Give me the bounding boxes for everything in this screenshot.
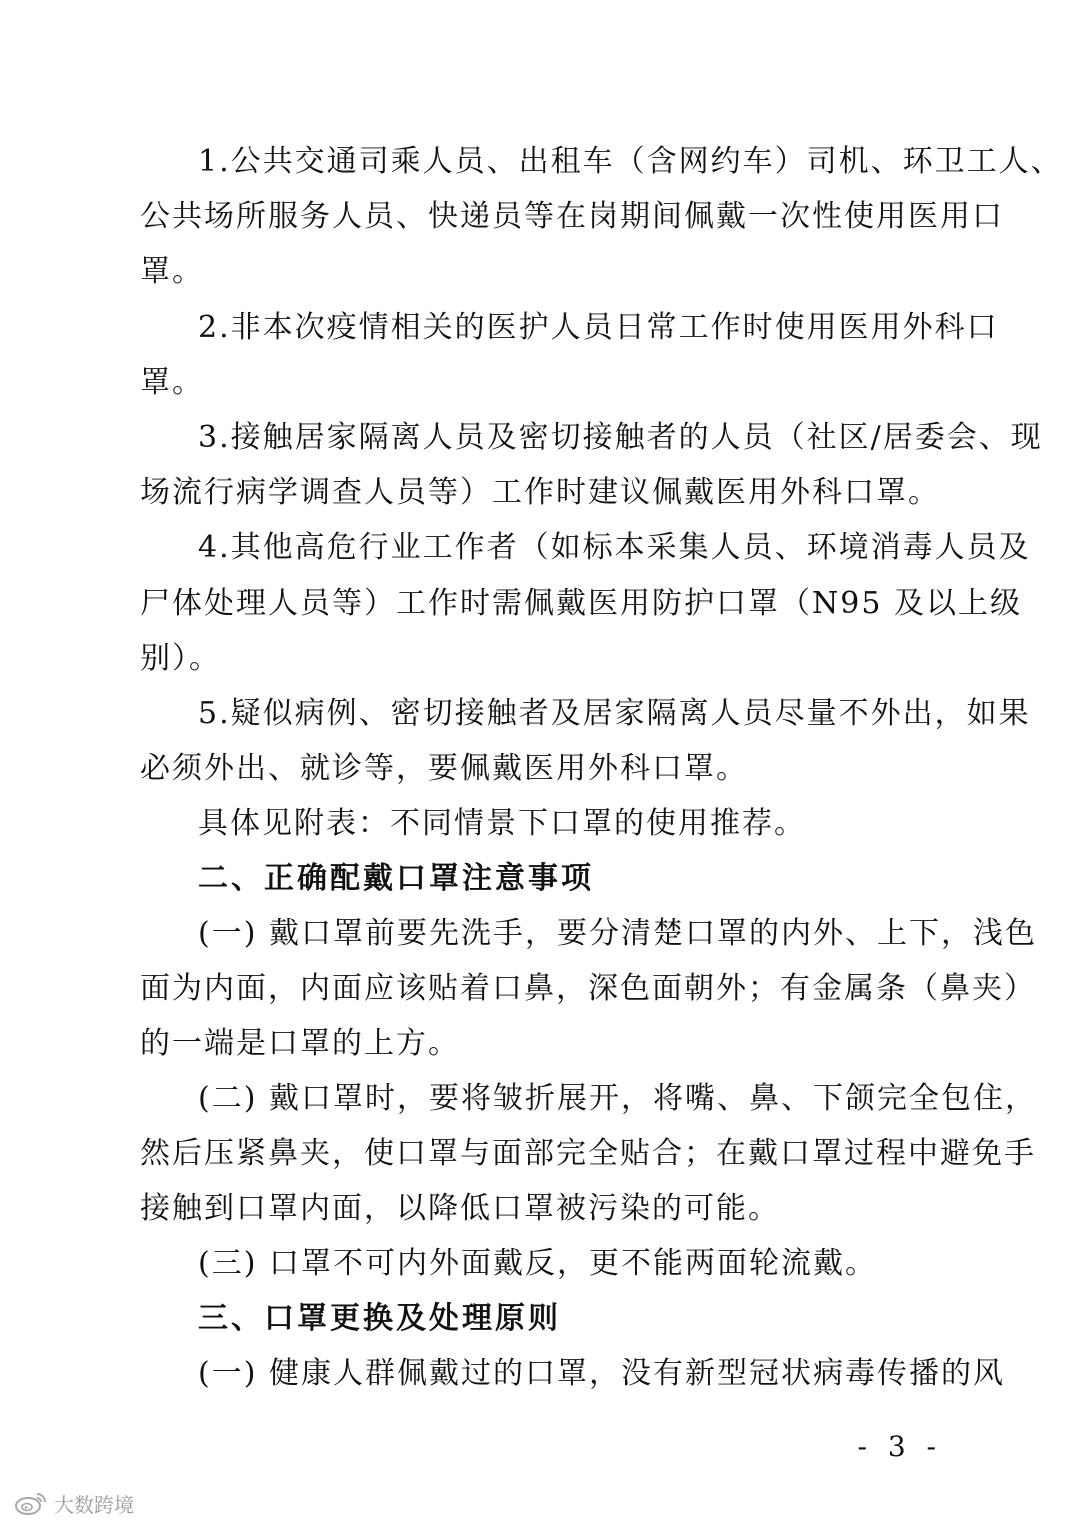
text-line: 场流行病学调查人员等）工作时建议佩戴医用外科口罩。 xyxy=(140,475,940,510)
text-line: 必须外出、就诊等，要佩戴医用外科口罩。 xyxy=(140,751,748,786)
text-line: (二) 戴口罩时，要将皱折展开，将嘴、鼻、下颌完全包住， xyxy=(198,1081,1037,1116)
text-line: (三) 口罩不可内外面戴反，更不能两面轮流戴。 xyxy=(198,1246,877,1281)
text-line: (一) 健康人群佩戴过的口罩，没有新型冠状病毒传播的风 xyxy=(198,1356,1005,1391)
text-line: (一) 戴口罩前要先洗手，要分清楚口罩的内外、上下，浅色 xyxy=(198,916,1037,951)
section-heading: 二、正确配戴口罩注意事项 xyxy=(198,861,594,896)
text-line: 5.疑似病例、密切接触者及居家隔离人员尽量不外出，如果 xyxy=(198,696,1031,731)
text-line: 面为内面，内面应该贴着口鼻，深色面朝外；有金属条（鼻夹） xyxy=(140,971,1036,1006)
text-line: 2.非本次疫情相关的医护人员日常工作时使用医用外科口 xyxy=(198,310,999,345)
text-line: 4.其他高危行业工作者（如标本采集人员、环境消毒人员及 xyxy=(198,530,1031,565)
watermark-text: 大数跨境 xyxy=(54,1492,134,1517)
text-line: 1.公共交通司乘人员、出租车（含网约车）司机、环卫工人、 xyxy=(198,144,1063,179)
text-line: 接触到口罩内面，以降低口罩被污染的可能。 xyxy=(140,1191,780,1226)
text-line: 具体见附表：不同情景下口罩的使用推荐。 xyxy=(198,806,806,841)
text-line: 别）。 xyxy=(140,641,221,676)
weibo-logo-icon xyxy=(14,1490,48,1516)
section-heading: 三、口罩更换及处理原则 xyxy=(198,1301,561,1336)
text-line: 罩。 xyxy=(140,254,204,289)
text-line: 尸体处理人员等）工作时需佩戴医用防护口罩（N95 及以上级 xyxy=(140,586,1022,621)
text-line: 的一端是口罩的上方。 xyxy=(140,1026,460,1061)
page-number: - 3 - xyxy=(857,1430,942,1463)
text-line: 然后压紧鼻夹，使口罩与面部完全贴合；在戴口罩过程中避免手 xyxy=(140,1136,1036,1171)
text-line: 3.接触居家隔离人员及密切接触者的人员（社区/居委会、现 xyxy=(198,420,1043,455)
text-line: 罩。 xyxy=(140,365,204,400)
watermark xyxy=(14,1488,134,1518)
text-line: 公共场所服务人员、快递员等在岗期间佩戴一次性使用医用口 xyxy=(140,199,1004,234)
